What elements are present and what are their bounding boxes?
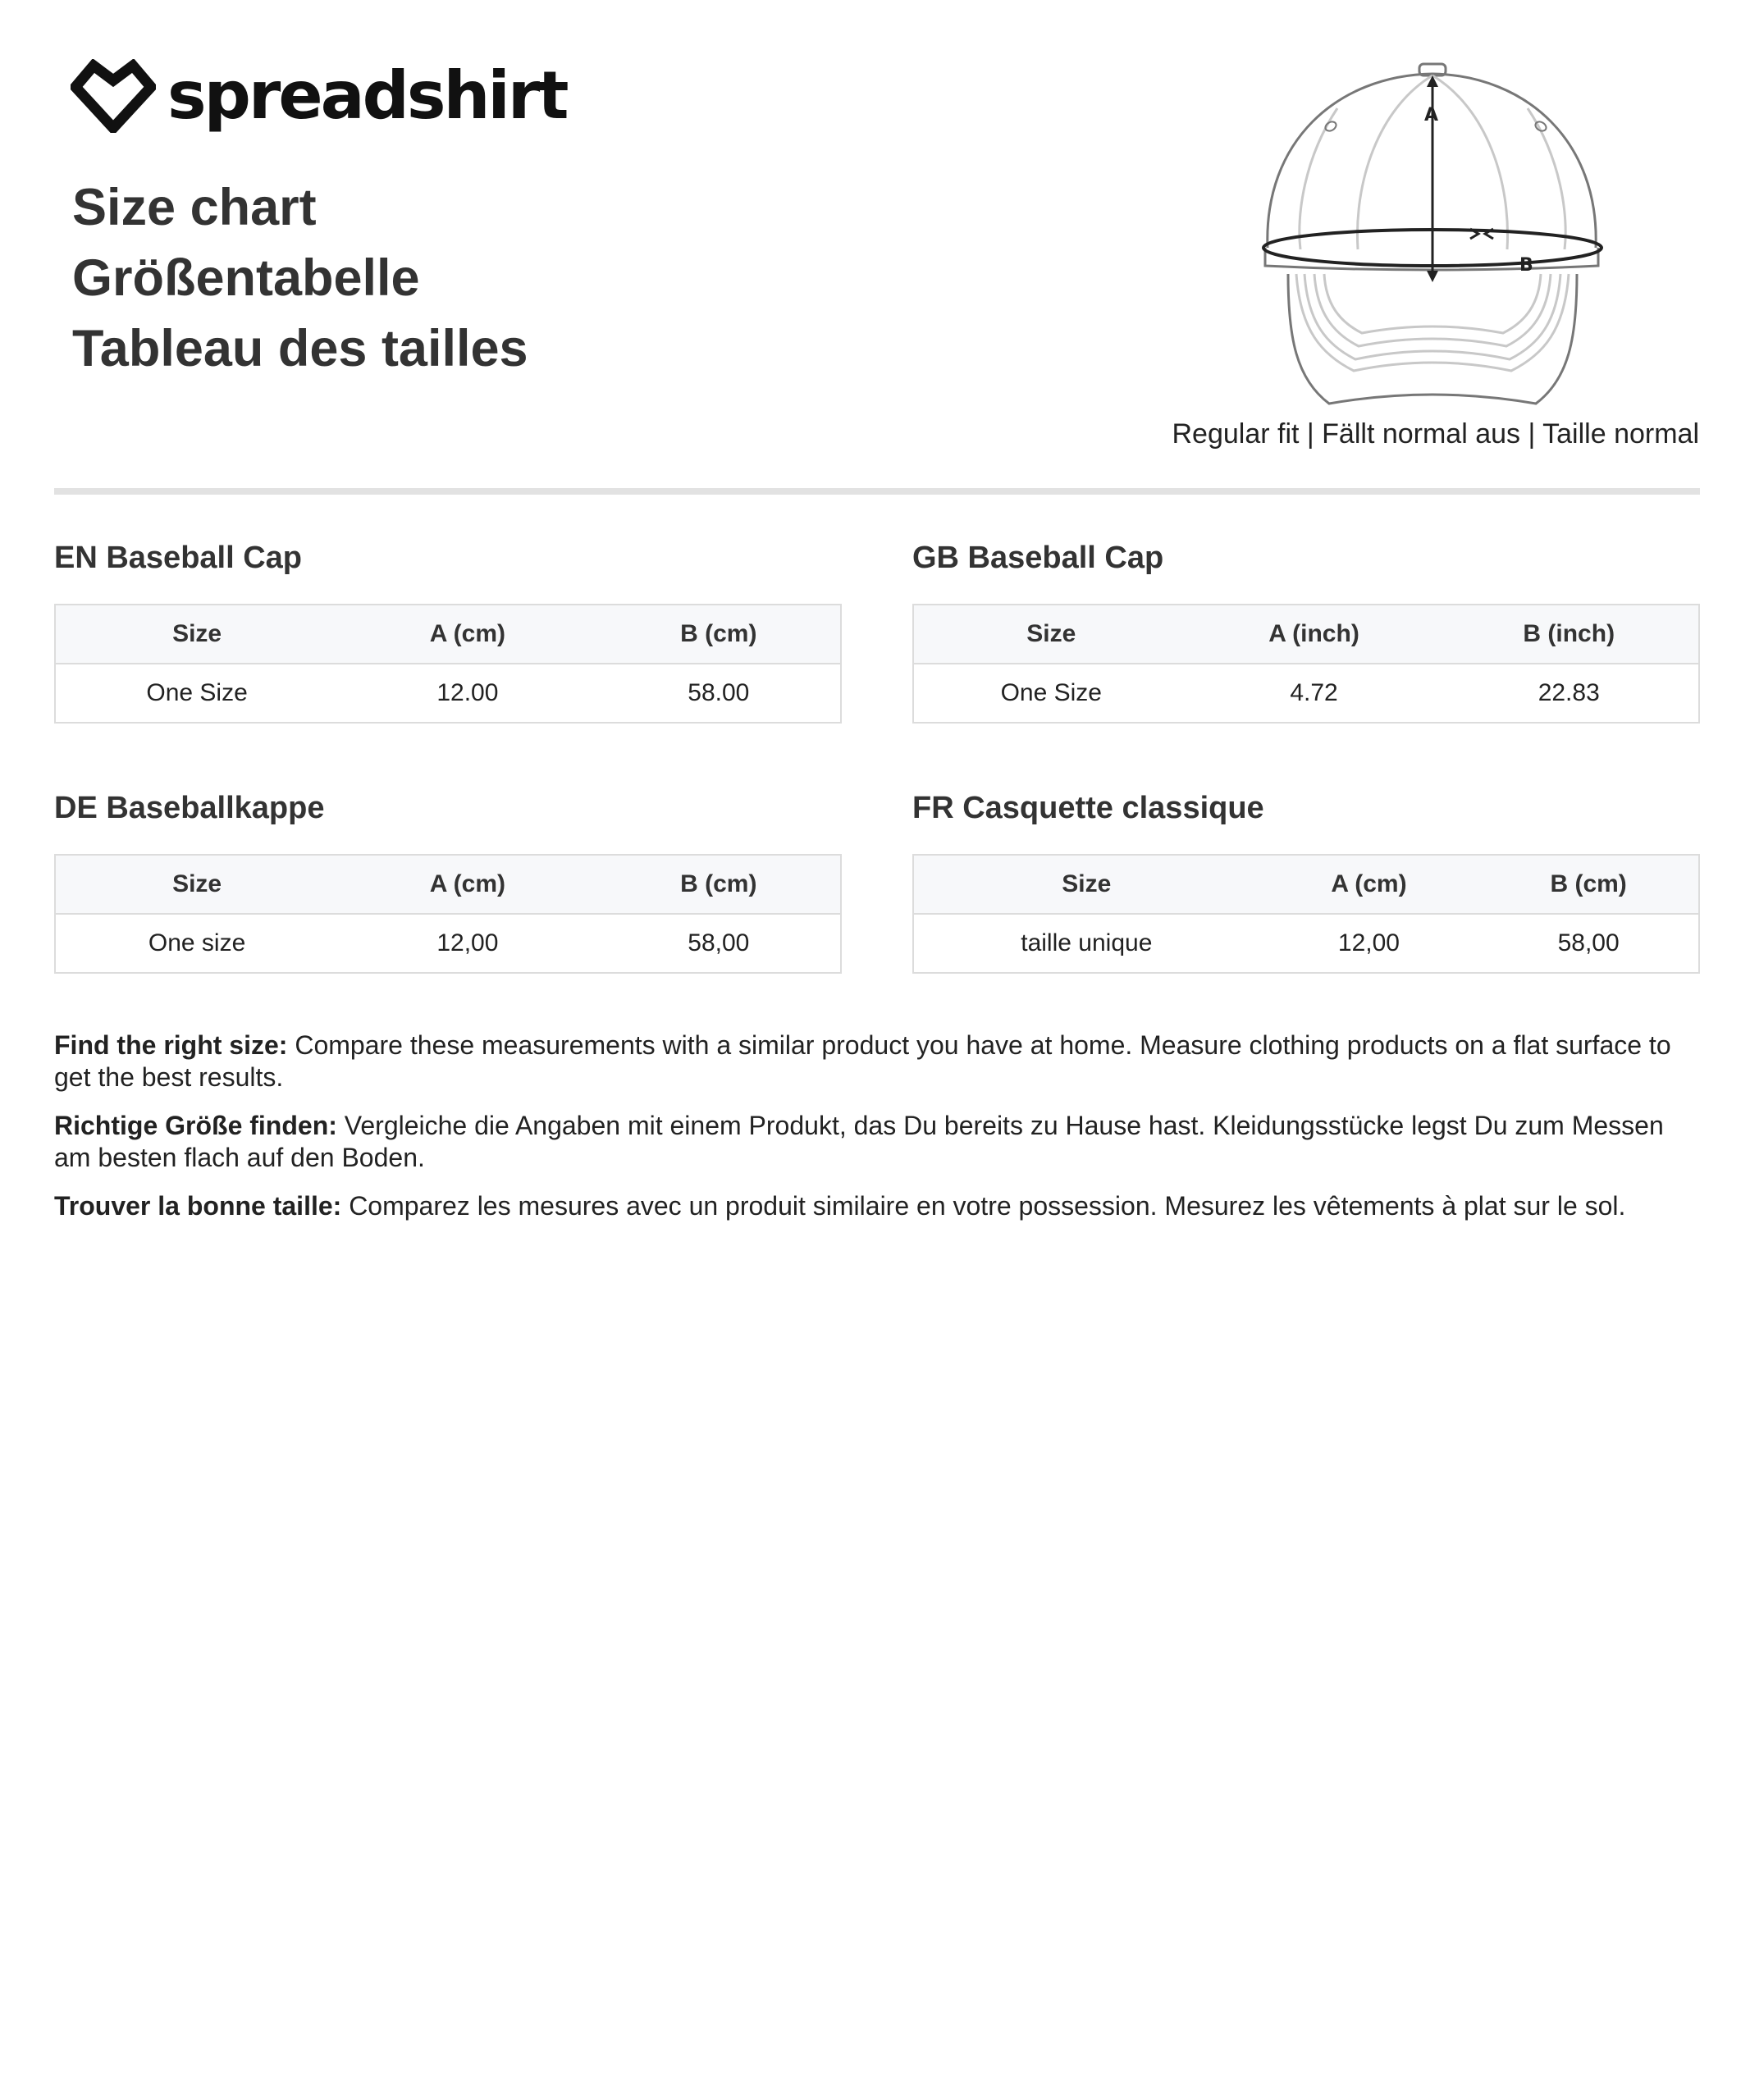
note-text: Comparez les mesures avec un produit similaire en votre possession. Mesurez les vêtements à plat sur le sol. [349, 1191, 1626, 1221]
table-row [914, 915, 1698, 972]
heart-logo-icon [71, 59, 156, 133]
table-cell: 22.83 [1538, 679, 1600, 706]
table-cell: 58,00 [1557, 929, 1620, 956]
header-cell: Size [1026, 620, 1076, 647]
table-row [56, 915, 840, 972]
table-header-row [914, 605, 1698, 664]
table-title: FR Casquette classique [912, 791, 1264, 825]
header-cell: A (inch) [1268, 620, 1359, 647]
measure-a-label: A [1424, 105, 1439, 126]
note-label: Richtige Größe finden: [54, 1111, 337, 1140]
table-title: DE Baseballkappe [54, 791, 325, 825]
table-cell: 58.00 [688, 679, 750, 706]
measure-b-label: B [1519, 255, 1533, 276]
table-cell: One Size [1000, 679, 1102, 706]
header-cell: Size [172, 870, 222, 897]
header-cell: A (cm) [429, 870, 505, 897]
size-table [54, 604, 842, 724]
header-cell: Size [172, 620, 222, 647]
table-title: GB Baseball Cap [912, 541, 1164, 575]
table-row [56, 664, 840, 722]
fit-label: Regular fit | Fällt normal aus | Taille normal [1172, 418, 1699, 450]
size-table-de [54, 788, 842, 974]
note-text: Vergleiche die Angaben mit einem Produkt, das Du bereits zu Hause hast. Kleidungsstücke legst Du zum Messen am besten flach auf den Boden. [54, 1111, 1664, 1172]
header-cell: B (inch) [1523, 620, 1615, 647]
size-table-fr [912, 788, 1700, 974]
note-text: Compare these measurements with a similar product you have at home. Measure clothing products on a flat surface to get the best results. [54, 1030, 1671, 1092]
table-title: EN Baseball Cap [54, 541, 302, 575]
size-table-gb [912, 537, 1700, 724]
divider [54, 488, 1700, 495]
size-table [54, 854, 842, 974]
table-header-row [56, 605, 840, 664]
table-header-row [914, 856, 1698, 915]
header-cell: Size [1062, 870, 1112, 897]
header-cell: B (cm) [680, 870, 757, 897]
note-en [54, 1029, 1703, 1093]
table-row [914, 664, 1698, 722]
title-fr: Tableau des tailles [72, 320, 528, 377]
table-cell: One Size [146, 679, 248, 706]
header-cell: A (cm) [1331, 870, 1407, 897]
note-de [54, 1110, 1703, 1174]
note-label: Find the right size: [54, 1030, 288, 1060]
sizing-notes [54, 1029, 1703, 1239]
header-cell: B (cm) [680, 620, 757, 647]
note-label: Trouver la bonne taille: [54, 1191, 342, 1221]
table-cell: taille unique [1021, 929, 1153, 956]
title-de: Größentabelle [72, 249, 420, 307]
header-cell: B (cm) [1550, 870, 1627, 897]
table-cell: 12,00 [1337, 929, 1400, 956]
size-table-en [54, 537, 842, 724]
table-cell: 12.00 [436, 679, 499, 706]
table-cell: 58,00 [688, 929, 750, 956]
title-en: Size chart [72, 179, 317, 236]
cap-diagram [1255, 59, 1608, 420]
brand-name: spreadshirt [167, 57, 567, 134]
table-header-row [56, 856, 840, 915]
table-cell: One size [148, 929, 246, 956]
brand-logo [71, 59, 567, 133]
page-titles [72, 172, 528, 384]
note-fr [54, 1190, 1703, 1222]
header-cell: A (cm) [429, 620, 505, 647]
size-table [912, 854, 1700, 974]
table-cell: 4.72 [1290, 679, 1338, 706]
size-table [912, 604, 1700, 724]
table-cell: 12,00 [436, 929, 499, 956]
